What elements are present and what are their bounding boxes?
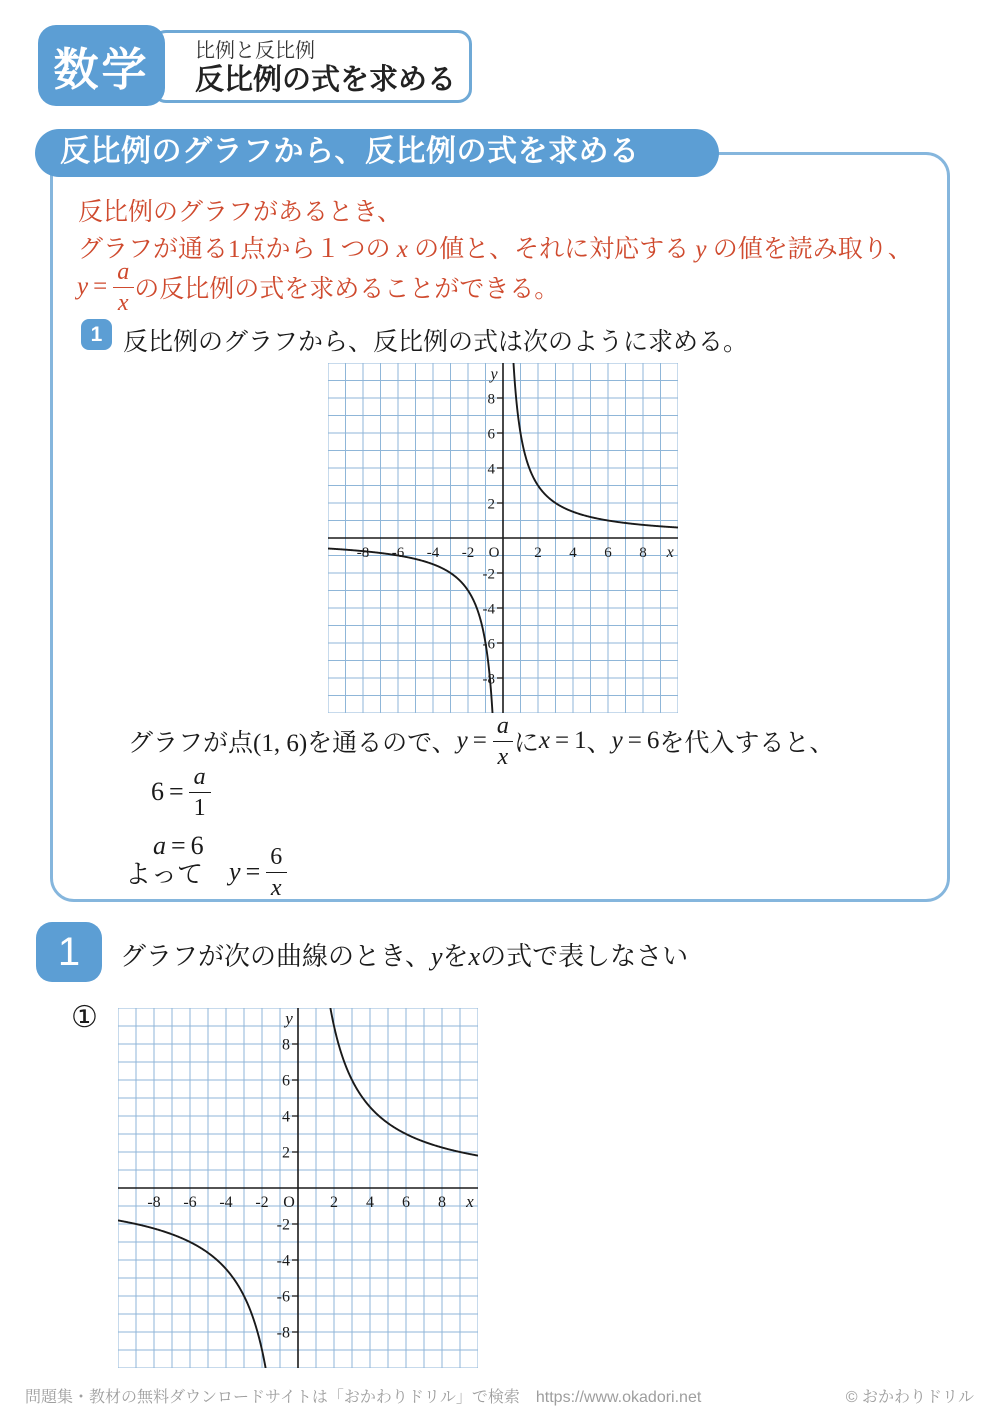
therefore-label: よって [125,859,204,889]
fraction-numerator: a [117,258,130,285]
fraction-denominator: x [266,872,287,900]
step-text: 反比例のグラフから、反比例の式は次のように求める。 [123,329,749,356]
fraction-numerator: a [496,712,509,739]
intro-line-2-text: の値と、それに対応する [407,236,696,263]
subject-label: 数学 [53,44,150,95]
equals-sign: = [93,273,108,300]
svg-text:8: 8 [282,1036,290,1054]
svg-text:8: 8 [487,391,495,408]
svg-text:x: x [666,544,674,561]
equation-rhs: 6 [190,831,204,860]
problem-inverse-graph [118,1008,478,1368]
svg-text:-2: -2 [482,566,495,583]
fraction-numerator: a [193,763,206,790]
svg-text:O: O [283,1194,295,1211]
fraction-a-over-x [492,714,514,769]
var-a: a [153,831,166,860]
fraction-a-over-x [112,260,134,315]
svg-text:-2: -2 [461,545,475,561]
footer-copyright: © おかわりドリル [845,1389,974,1406]
svg-text:-8: -8 [482,671,495,688]
svg-text:-4: -4 [219,1194,233,1211]
value-6: 6 [646,727,660,754]
svg-text:-6: -6 [276,1288,290,1306]
fraction-numerator: 6 [270,843,283,870]
page-title: 反比例の式を求める [195,64,457,96]
svg-text:2: 2 [330,1194,338,1211]
fraction-denominator: x [113,287,134,315]
solution-text: 、 [586,730,612,757]
equals-sign: = [245,857,261,886]
equals-sign: = [627,727,642,754]
step-number-badge [81,319,112,350]
intro-line-2-text: の値を読み取り、 [706,236,913,263]
svg-text:-6: -6 [391,545,405,561]
svg-text:6: 6 [604,545,612,561]
fraction-denominator: 1 [189,792,211,820]
solution-text: を代入すると、 [659,730,835,757]
var-x: x [468,942,481,971]
example-inverse-graph [328,363,678,713]
svg-text:6: 6 [282,1072,290,1090]
svg-text:-8: -8 [276,1324,290,1342]
problem-text-part: の式で表しなさい [480,942,689,971]
svg-text:-4: -4 [276,1252,290,1270]
problem-text [120,936,688,973]
problem-number: 1 [57,929,81,974]
fraction-denominator: x [493,741,514,769]
subject-badge [38,25,165,106]
equals-sign: = [171,831,186,860]
intro-line-3 [77,258,559,316]
intro-line-3-text: の反比例の式を求めることができる。 [134,276,560,303]
svg-text:-8: -8 [147,1194,161,1211]
svg-text:4: 4 [487,461,495,478]
value-1: 1 [574,727,587,754]
equation-lhs: 6 [151,777,164,806]
svg-text:4: 4 [569,545,577,561]
footer-site-info: 問題集・教材の無料ダウンロードサイトは「おかわりドリル」で検索 https://www.okadori.net [25,1389,702,1406]
svg-text:-8: -8 [356,545,370,561]
var-y: y [77,273,89,300]
svg-text:8: 8 [639,545,647,561]
svg-text:-2: -2 [255,1194,269,1211]
equation-3 [125,845,287,899]
svg-text:4: 4 [366,1194,374,1211]
svg-text:2: 2 [534,545,542,561]
problem-number-badge [36,922,102,982]
solution-text: に [513,730,539,757]
svg-text:-4: -4 [482,601,495,618]
section-title-pill [35,129,719,177]
solution-line [128,712,834,770]
svg-text:-6: -6 [482,636,495,653]
svg-text:2: 2 [487,496,495,513]
svg-text:O: O [488,545,500,561]
svg-text:6: 6 [402,1194,410,1211]
svg-text:8: 8 [438,1194,446,1211]
intro-line-2-text: グラフが通る1点から１つの [78,236,397,263]
header-title-box [152,30,472,103]
var-y: y [229,857,241,886]
var-x: x [538,727,550,754]
equation-1 [151,763,211,821]
var-x: x [396,236,408,263]
svg-text:6: 6 [487,426,495,443]
section-title: 反比例のグラフから、反比例の式を求める [60,135,640,168]
problem-text-part: を [442,942,469,971]
subproblem-label: ① [71,1001,98,1034]
solution-text: グラフが点(1, 6)を通るので、 [128,730,457,757]
problem-text-part: グラフが次の曲線のとき、 [120,942,431,971]
svg-text:-2: -2 [276,1216,290,1234]
equals-sign: = [555,727,570,754]
lesson-box [50,152,950,902]
svg-text:-4: -4 [426,545,440,561]
svg-text:2: 2 [282,1144,290,1162]
equals-sign: = [472,727,487,754]
var-y: y [695,236,707,263]
var-y: y [611,727,623,754]
fraction-6-over-x [265,845,287,900]
intro-line-1: 反比例のグラフがあるとき、 [78,199,403,226]
equals-sign: = [169,777,184,806]
var-y: y [430,942,443,971]
svg-text:-6: -6 [183,1194,197,1211]
var-y: y [456,727,468,754]
svg-text:y: y [490,366,498,383]
svg-text:x: x [466,1192,474,1211]
fraction-a-over-1 [189,765,211,820]
unit-label: 比例と反比例 [195,40,315,62]
svg-text:y: y [285,1009,293,1028]
step-number: 1 [90,322,103,346]
svg-text:4: 4 [282,1108,290,1126]
